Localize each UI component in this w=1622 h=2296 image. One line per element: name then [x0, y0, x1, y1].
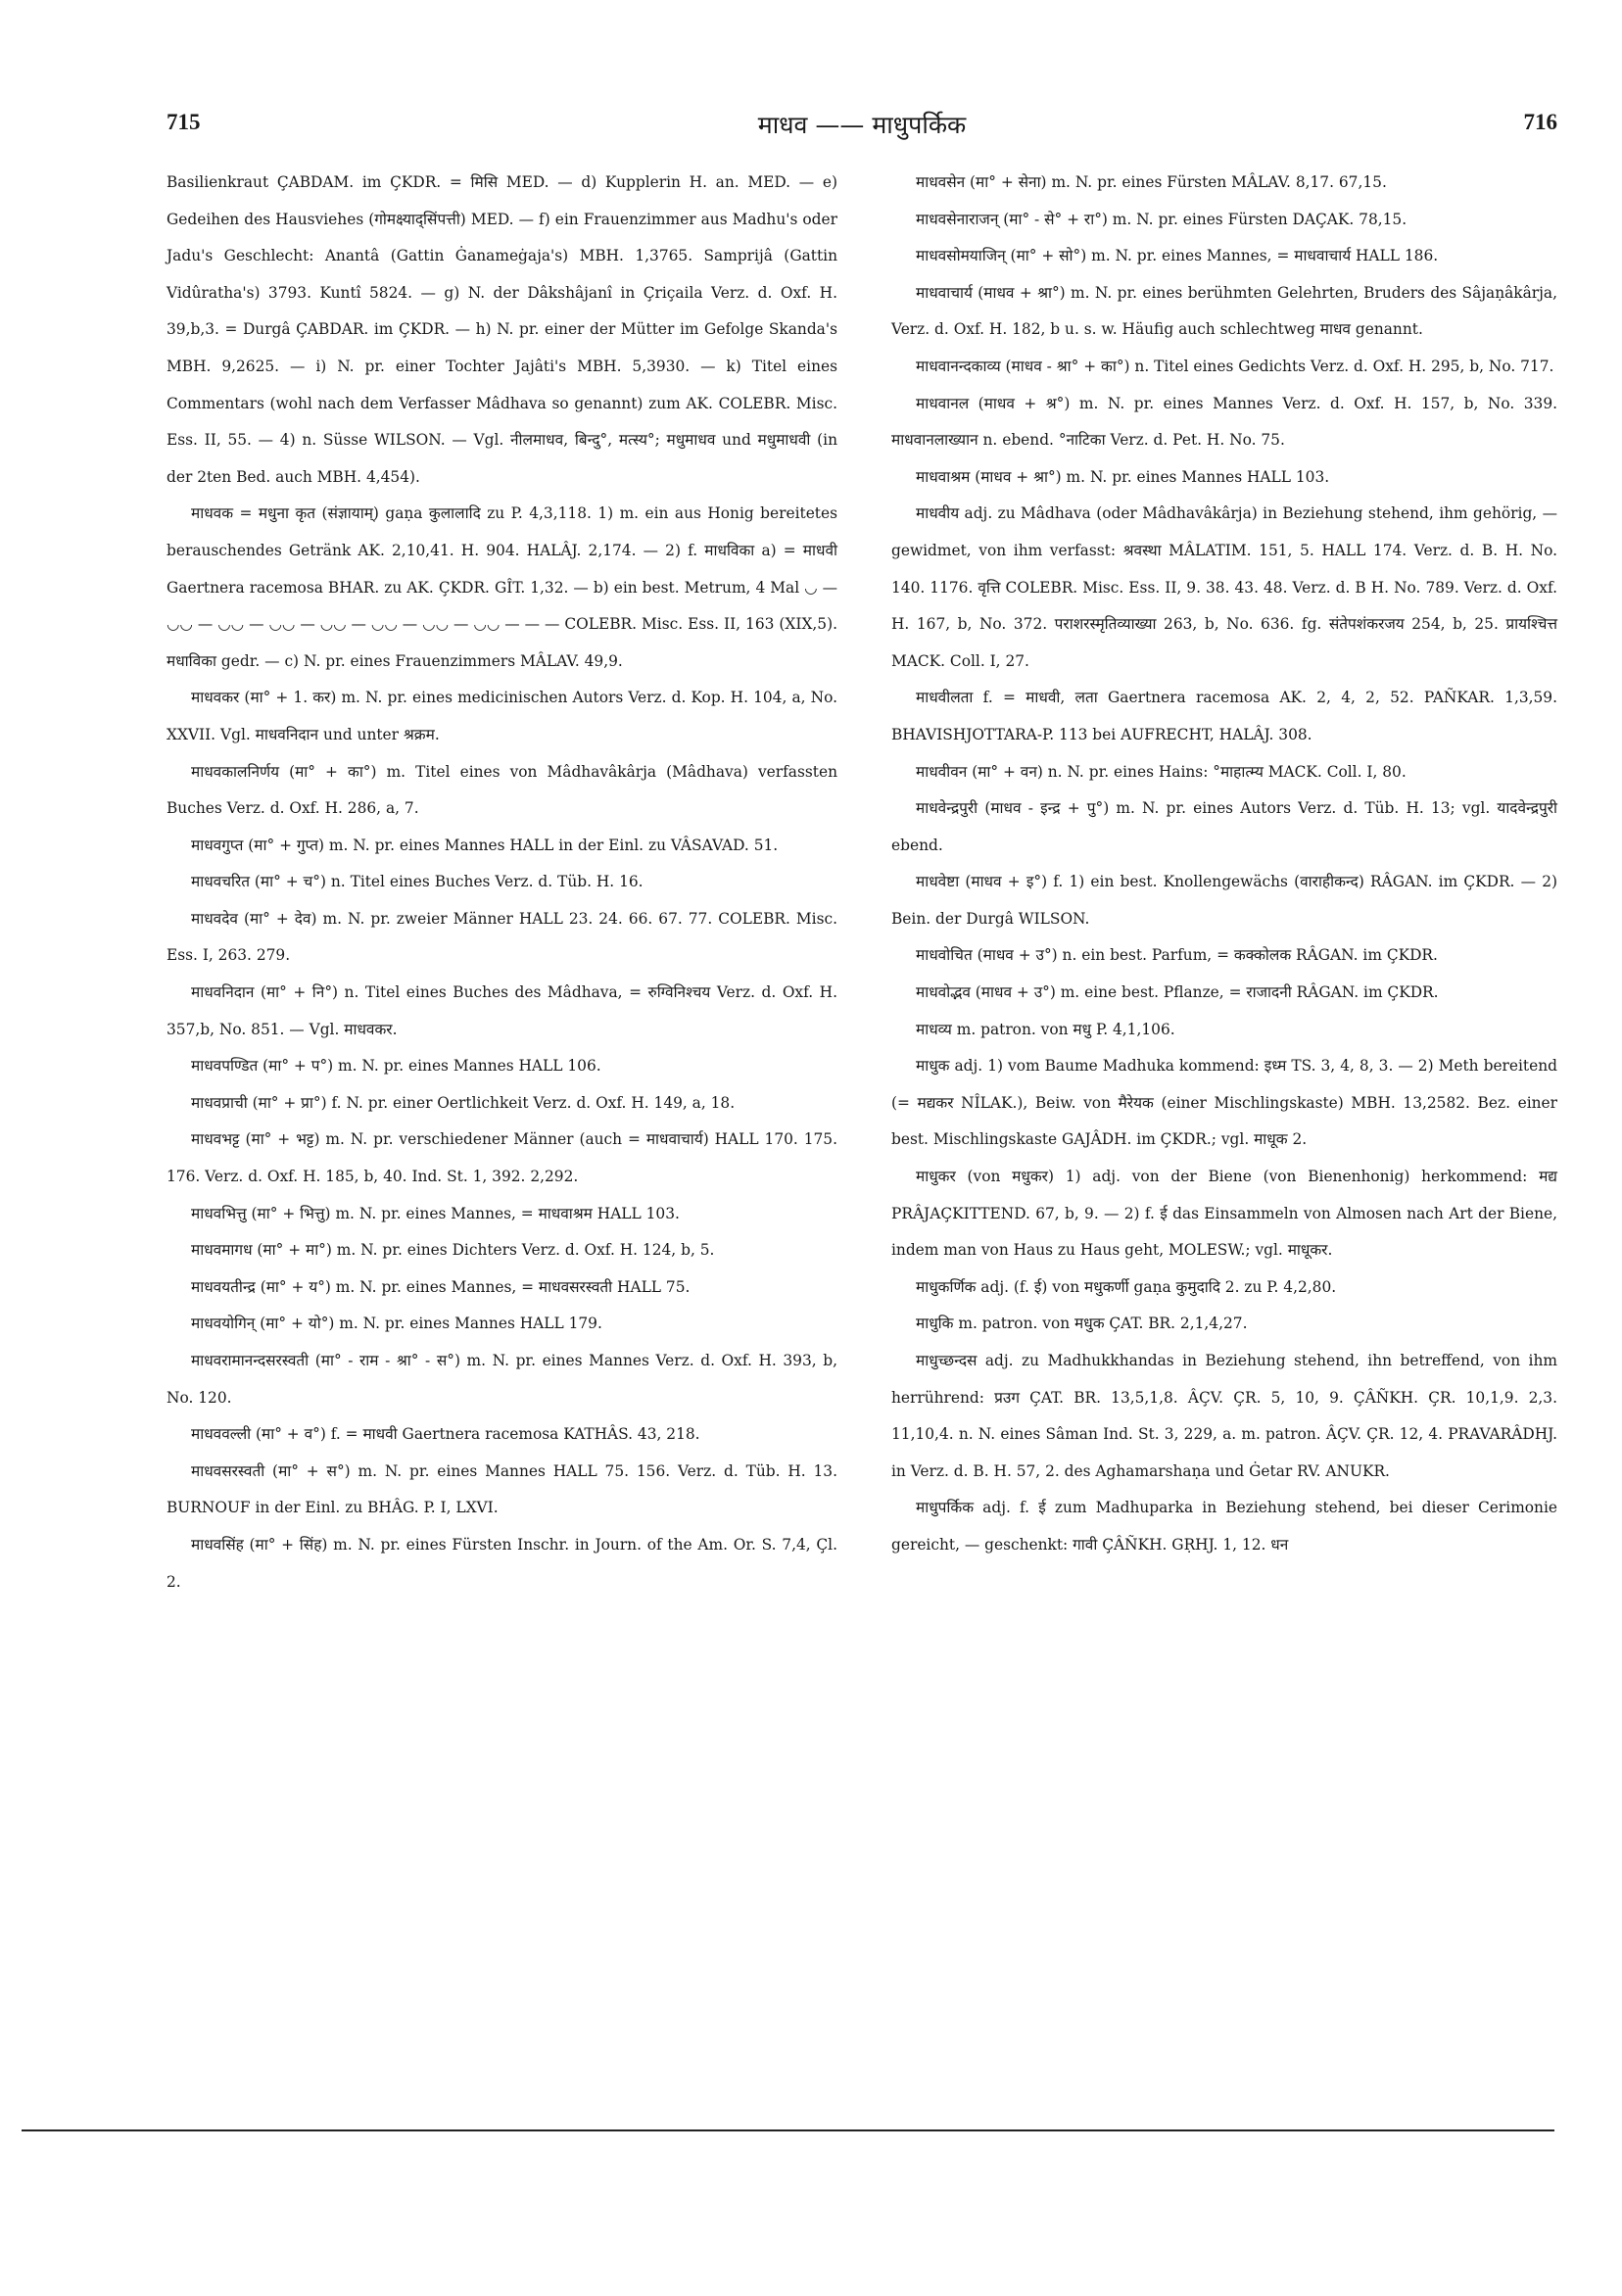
dictionary-entry: माधव्य m. patron. von मधु P. 4,1,106. — [916, 1020, 1175, 1038]
dictionary-entry: माधुकर्णिक adj. (f. ई) von मधुकर्णी gaṇa कुमुदादि 2. zu P. 4,2,80. — [916, 1277, 1337, 1296]
right-column — [891, 165, 1557, 1564]
dictionary-entry: माधवानल (माधव + श्र°) m. N. pr. eines Mannes Verz. d. Oxf. H. 157, b, No. 339. माधवानलाख्यान n. ebend. °नाटिका Verz. d. Pet. H. No. 75. — [891, 394, 1557, 450]
dictionary-entry: माधवभित्तु (मा° + भित्तु) m. N. pr. eines Mannes, = माधवाश्रम HALL 103. — [191, 1204, 680, 1222]
page-header — [167, 110, 1557, 145]
dictionary-entry: माधवगुप्त (मा° + गुप्त) m. N. pr. eines Mannes HALL in der Einl. zu VÂSAVAD. 51. — [191, 836, 779, 854]
dictionary-entry: माधवकालनिर्णय (मा° + का°) m. Titel eines von Mâdhavâkârja (Mâdhava) verfassten Buches Verz. d. Oxf. H. 286, a, 7. — [167, 762, 837, 818]
page-number-left: 715 — [167, 110, 201, 134]
dictionary-entry: माधवरामानन्दसरस्वती (मा° - राम - श्रा° - स°) m. N. pr. eines Mannes Verz. d. Oxf. H. 393, b, No. 120. — [167, 1352, 837, 1407]
dictionary-entry: माधवसोमयाजिन् (मा° + सो°) m. N. pr. eines Mannes, = माधवाचार्य HALL 186. — [916, 247, 1439, 265]
dictionary-entry: माधुकि m. patron. von मधुक ÇAT. BR. 2,1,4,27. — [916, 1315, 1248, 1333]
dictionary-entry: माधवसेनाराजन् (मा° - से° + रा°) m. N. pr. eines Fürsten DAÇAK. 78,15. — [916, 210, 1407, 228]
dictionary-entry: माधवानन्दकाव्य (माधव - श्रा° + का°) n. Titel eines Gedichts Verz. d. Oxf. H. 295, b, No. 717. — [916, 357, 1554, 375]
dictionary-entry: माधवीवन (मा° + वन) n. N. pr. eines Hains: °माहात्म्य MACK. Coll. I, 80. — [916, 762, 1407, 781]
dictionary-entry: माधवोचित (माधव + उ°) n. ein best. Parfum, = कक्कोलक RÂGAN. im ÇKDR. — [916, 946, 1438, 965]
dictionary-entry: माधवभट्ट (मा° + भट्ट) m. N. pr. verschiedener Männer (auch = माधवाचार्य) HALL 170. 175. 176. Verz. d. Oxf. H. 185, b, 40. Ind. St. 1, 392. 2,292. — [167, 1130, 837, 1186]
dictionary-entry: माधवक = मधुना कृत (संज्ञायाम्) gaṇa कुलालादि zu P. 4,3,118. 1) m. ein aus Honig bereitetes berauschendes Getränk AK. 2,10,41. H. 904. HALÂJ. 2,174. — 2) f. माधविका a) = माधवी Gaertnera racemosa BHAR. zu AK. ÇKDR. GÎT. 1,32. — b) ein best. Metrum, 4 Mal ◡ — ◡◡ — ◡◡ — ◡◡ — ◡◡ — ◡◡ — ◡◡ — ◡◡ — — — COLEBR. Misc. Ess. II, 163 (XIX,5). मधाविका gedr. — c) N. pr. eines Frauenzimmers MÂLAV. 49,9. — [167, 504, 837, 670]
running-title: माधव —— माधुपर्किक — [757, 111, 967, 139]
dictionary-entry: माधवीय adj. zu Mâdhava (oder Mâdhavâkârja) in Beziehung stehend, ihm gehörig, — gewidmet, von ihm verfasst: श्रवस्था MÂLATIM. 151, 5. HALL 174. Verz. d. B. H. No. 140. 1176. वृत्ति COLEBR. Misc. Ess. II, 9. 38. 43. 48. Verz. d. B H. No. 789. Verz. d. Oxf. H. 167, b, No. 372. पराशरस्मृतिव्याख्या 263, b, No. 636. fg. संतेपशंकरजय 254, b, 25. प्रायश्चित्त MACK. Coll. I, 27. — [891, 504, 1557, 670]
dictionary-entry: माधवाचार्य (माधव + श्रा°) m. N. pr. eines berühmten Gelehrten, Bruders des Sâjaṇâkârja, Verz. d. Oxf. H. 182, b u. s. w. Häufig auch schlechtweg माधव genannt. — [891, 283, 1557, 339]
dictionary-entry: माधवप्राची (मा° + प्रा°) f. N. pr. einer Oertlichkeit Verz. d. Oxf. H. 149, a, 18. — [191, 1093, 736, 1112]
dictionary-entry: माधवमागध (मा° + मा°) m. N. pr. eines Dichters Verz. d. Oxf. H. 124, b, 5. — [191, 1241, 715, 1260]
left-column — [167, 165, 837, 1601]
dictionary-entry: माधवेन्द्रपुरी (माधव - इन्द्र + पु°) m. N. pr. eines Autors Verz. d. Tüb. H. 13; vgl. यादवेन्द्रपुरी ebend. — [891, 799, 1557, 854]
dictionary-entry: माधवोद्भव (माधव + उ°) m. eine best. Pflanze, = राजादनी RÂGAN. im ÇKDR. — [916, 983, 1439, 1002]
dictionary-entry: माधवेष्टा (माधव + इ°) f. 1) ein best. Knollengewächs (वाराहीकन्द) RÂGAN. im ÇKDR. — 2) Bein. der Durgâ WILSON. — [891, 873, 1557, 928]
dictionary-entry: माधुच्छन्दस adj. zu Madhukkhandas in Beziehung stehend, ihn betreffend, von ihm herrührend: प्रउग ÇAT. BR. 13,5,1,8. ÂÇV. ÇR. 5, 10, 9. ÇÂÑKH. ÇR. 10,1,9. 2,3. 11,10,4. n. N. eines Sâman Ind. St. 3, 229, a. m. patron. ÂÇV. ÇR. 12, 4. PRAVARÂDHJ. in Verz. d. B. H. 57, 2. des Aghamarshaṇa und Ġetar RV. ANUKR. — [891, 1352, 1557, 1480]
dictionary-entry: माधवसरस्वती (मा° + स°) m. N. pr. eines Mannes HALL 75. 156. Verz. d. Tüb. H. 13. BURNOUF in der Einl. zu BHÂG. P. I, LXVI. — [167, 1461, 837, 1517]
dictionary-entry: माधवचरित (मा° + च°) n. Titel eines Buches Verz. d. Tüb. H. 16. — [191, 873, 644, 891]
dictionary-entry: माधवसिंह (मा° + सिंह) m. N. pr. eines Fürsten Inschr. in Journ. of the Am. Or. S. 7,4, Çl. 2. — [167, 1535, 837, 1591]
dictionary-entry: माधवपण्डित (मा° + प°) m. N. pr. eines Mannes HALL 106. — [191, 1057, 601, 1076]
dictionary-entry: माधवनिदान (मा° + नि°) n. Titel eines Buches des Mâdhava, = रुग्विनिश्चय Verz. d. Oxf. H. 357,b, No. 851. — Vgl. माधवकर. — [167, 983, 837, 1038]
dictionary-entry: माधववल्ली (मा° + व°) f. = माधवी Gaertnera racemosa KATHÂS. 43, 218. — [191, 1425, 700, 1444]
dictionary-entry: माधवाश्रम (माधव + श्रा°) m. N. pr. eines Mannes HALL 103. — [916, 467, 1330, 486]
dictionary-entry: माधवसेन (मा° + सेना) m. N. pr. eines Fürsten MÂLAV. 8,17. 67,15. — [916, 173, 1387, 191]
footer-rule — [22, 2129, 1554, 2131]
page-number-right: 716 — [1523, 110, 1557, 134]
dictionary-entry: माधवयोगिन् (मा° + यो°) m. N. pr. eines Mannes HALL 179. — [191, 1315, 602, 1333]
dictionary-entry: माधुपर्किक adj. f. ई zum Madhuparka in Beziehung stehend, bei dieser Cerimonie gereicht, — geschenkt: गावी ÇÂÑKH. GṚHJ. 1, 12. धन — [891, 1499, 1557, 1554]
dictionary-entry: माधवीलता f. = माधवी, लता Gaertnera racemosa AK. 2, 4, 2, 52. PAÑKAR. 1,3,59. BHAVISHJOTTARA-P. 113 bei AUFRECHT, HALÂJ. 308. — [891, 689, 1557, 743]
dictionary-entry: माधवदेव (मा° + देव) m. N. pr. zweier Männer HALL 23. 24. 66. 67. 77. COLEBR. Misc. Ess. I, 263. 279. — [167, 909, 837, 965]
dictionary-entry: माधवयतीन्द्र (मा° + य°) m. N. pr. eines Mannes, = माधवसरस्वती HALL 75. — [191, 1277, 691, 1296]
dictionary-entry: माधवकर (मा° + 1. कर) m. N. pr. eines medicinischen Autors Verz. d. Kop. H. 104, a, No. XXVII. Vgl. माधवनिदान und unter श्रक्रम. — [167, 689, 837, 743]
dictionary-entry: माधुकर (von मधुकर) 1) adj. von der Biene (von Bienenhonig) herkommend: मद्य PRÂJAÇKITTEND. 67, b, 9. — 2) f. ई das Einsammeln von Almosen nach Art der Biene, indem man von Haus zu Haus geht, MOLESW.; vgl. माधूकर. — [891, 1168, 1557, 1260]
entry-continuation: Basilienkraut ÇABDAM. im ÇKDR. = मिसि MED. — d) Kupplerin H. an. MED. — e) Gedeihen des Hausviehes (गोमक्ष्याद्सिंपत्ती) MED. — f) ein Frauenzimmer aus Madhu's oder Jadu's Geschlecht: Anantâ (Gattin Ġanameġaja's) MBH. 1,3765. Samprijâ (Gattin Vidûratha's) 3793. Kuntî 5824. — g) N. der Dâkshâjanî in Çriçaila Verz. d. Oxf. H. 39,b,3. = Durgâ ÇABDAR. im ÇKDR. — h) N. pr. einer der Mütter im Gefolge Skanda's MBH. 9,2625. — i) N. pr. einer Tochter Jajâti's MBH. 5,3930. — k) Titel eines Commentars (wohl nach dem Verfasser Mâdhava so genannt) zum AK. COLEBR. Misc. Ess. II, 55. — 4) n. Süsse WILSON. — Vgl. नीलमाधव, बिन्दु°, मत्स्य°; मधुमाधव und मधुमाधवी (in der 2ten Bed. auch MBH. 4,454). — [167, 173, 837, 486]
dictionary-entry: माधुक adj. 1) vom Baume Madhuka kommend: इध्म TS. 3, 4, 8, 3. — 2) Meth bereitend (= मद्यकर NÎLAK.), Beiw. von मैरेयक (einer Mischlingskaste) MBH. 13,2582. Bez. einer best. Mischlingskaste GAJÂDH. im ÇKDR.; vgl. माधूक 2. — [891, 1057, 1557, 1149]
